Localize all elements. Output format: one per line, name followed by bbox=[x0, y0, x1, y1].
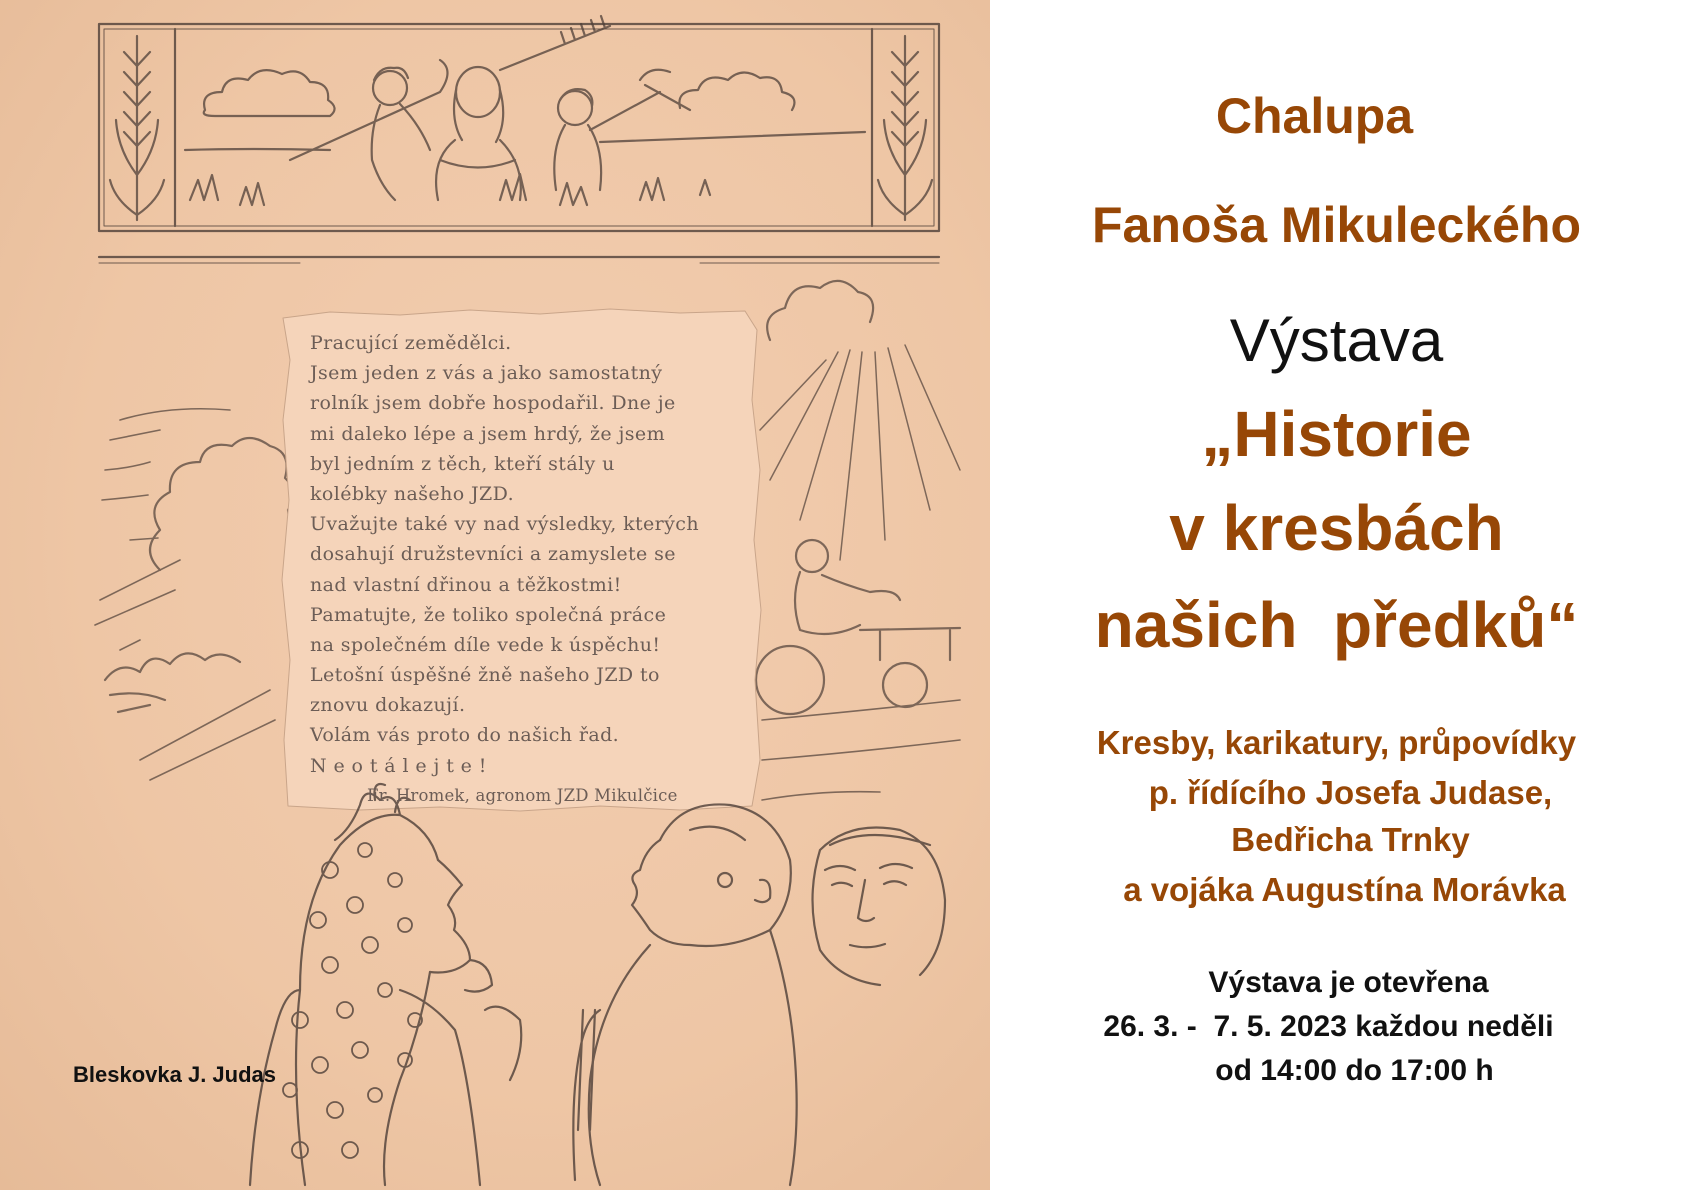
cloud-sketch-left bbox=[95, 409, 293, 780]
exhibition-title-line-1: „Historie bbox=[1201, 398, 1472, 470]
wheat-ornament-right bbox=[878, 36, 932, 220]
authors-line-4: a vojáka Augustína Morávka bbox=[1123, 871, 1566, 908]
wheat-ornament-left bbox=[110, 36, 164, 220]
message-line: dosahují družstevníci a zamyslete se bbox=[310, 543, 676, 566]
opening-dates: 26. 3. - 7. 5. 2023 každou neděli bbox=[1103, 1010, 1554, 1043]
message-line: Pracující zemědělci. bbox=[310, 332, 512, 354]
message-line: znovu dokazují. bbox=[310, 694, 466, 717]
exhibition-title-line-3: našich předků“ bbox=[1094, 589, 1579, 661]
message-line: Volám vás proto do našich řad. bbox=[310, 724, 620, 747]
venue-line-1: Chalupa bbox=[1215, 88, 1414, 144]
opening-heading: Výstava je otevřena bbox=[1208, 966, 1489, 999]
opening-hours: od 14:00 do 17:00 h bbox=[1215, 1054, 1494, 1087]
leaflet-message bbox=[310, 328, 750, 811]
exhibition-info-panel bbox=[990, 0, 1683, 1190]
sitting-figure-sketch bbox=[756, 540, 960, 800]
message-signature: Fr. Hromek, agronom JZD Mikulčice bbox=[367, 785, 678, 805]
exhibition-label: Výstava bbox=[1229, 307, 1444, 374]
farmers-drawing bbox=[185, 16, 865, 205]
message-line: Letošní úspěšné žně našeho JZD to bbox=[310, 664, 660, 687]
boy-sketch bbox=[485, 804, 797, 1185]
message-line: Jsem jeden z vás a jako samostatný bbox=[310, 362, 663, 385]
message-line: mi daleko lépe a jsem hrdý, že jsem bbox=[310, 422, 665, 445]
authors-line-2: p. řídícího Josefa Judase, bbox=[1148, 774, 1553, 811]
top-banner-frame bbox=[99, 24, 939, 263]
woman-headscarf-sketch bbox=[250, 784, 492, 1185]
authors-line-1: Kresby, karikatury, průpovídky bbox=[1096, 724, 1577, 761]
message-line: nad vlastní dřinou a těžkostmi! bbox=[310, 573, 622, 596]
message-line: Uvažujte také vy nad výsledky, kterých bbox=[310, 513, 699, 536]
message-line: byl jedním z těch, kteří stály u bbox=[310, 452, 615, 475]
exhibition-title-line-2: v kresbách bbox=[1169, 492, 1504, 564]
sun-rays-sketch bbox=[760, 281, 960, 560]
message-line: Pamatujte, že toliko společná práce bbox=[310, 603, 667, 626]
message-line: kolébky našeho JZD. bbox=[310, 482, 515, 505]
drawing-caption: Bleskovka J. Judas bbox=[73, 1062, 277, 1087]
message-line: rolník jsem dobře hospodařil. Dne je bbox=[310, 392, 676, 415]
message-line: na společném díle vede k úspěchu! bbox=[310, 633, 661, 656]
venue-line-2: Fanoša Mikuleckého bbox=[1091, 197, 1582, 253]
authors-line-3: Bedřicha Trnky bbox=[1231, 821, 1470, 858]
message-line: N e o t á l e j t e ! bbox=[310, 754, 487, 777]
man-face-sketch bbox=[813, 828, 946, 986]
